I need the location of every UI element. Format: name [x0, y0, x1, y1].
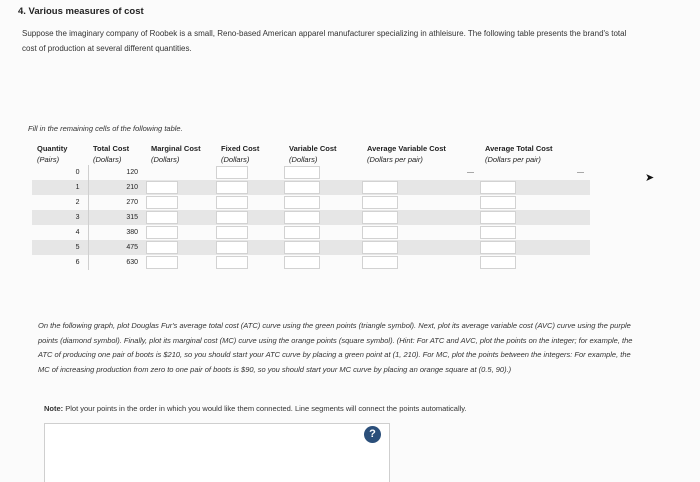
quantity-cell: 3 — [32, 210, 88, 225]
quantity-cell: 4 — [32, 225, 88, 240]
total-cost-cell: 475 — [88, 240, 146, 255]
header-total-cost: Total Cost (Dollars) — [93, 144, 130, 164]
mc-cell — [146, 165, 216, 180]
note-label: Note: — [44, 404, 64, 413]
avc-input[interactable] — [362, 196, 398, 209]
header-fixed-cost: Fixed Cost (Dollars) — [221, 144, 260, 164]
avc-input[interactable] — [362, 256, 398, 269]
atc-input[interactable] — [480, 196, 516, 209]
fixed-cost-input[interactable] — [216, 211, 248, 224]
quantity-cell: 6 — [32, 255, 88, 270]
marginal-cost-input[interactable] — [146, 211, 178, 224]
table-row — [32, 255, 590, 270]
marginal-cost-input[interactable] — [146, 256, 178, 269]
fill-instruction: Fill in the remaining cells of the following table. — [28, 124, 183, 133]
variable-cost-input[interactable] — [284, 241, 320, 254]
variable-cost-input[interactable] — [284, 211, 320, 224]
help-icon[interactable]: ? — [364, 426, 381, 443]
total-cost-cell: 630 — [126, 259, 138, 266]
avc-input[interactable] — [362, 241, 398, 254]
vc-cell[interactable] — [284, 165, 362, 180]
variable-cost-input[interactable] — [284, 226, 320, 239]
marginal-cost-input[interactable] — [146, 241, 178, 254]
variable-cost-input[interactable] — [284, 256, 320, 269]
marginal-cost-input[interactable] — [146, 196, 178, 209]
header-avc: Average Variable Cost (Dollars per pair) — [367, 144, 446, 164]
table-row — [32, 240, 590, 255]
total-cost-cell: 120 — [126, 169, 138, 176]
avc-input[interactable] — [362, 226, 398, 239]
fixed-cost-input[interactable] — [216, 166, 248, 179]
quantity-cell: 1 — [32, 180, 88, 195]
graph-area[interactable] — [44, 423, 390, 482]
fixed-cost-input[interactable] — [216, 226, 248, 239]
variable-cost-input[interactable] — [284, 181, 320, 194]
note — [44, 404, 467, 413]
avc-na: — — [467, 169, 474, 176]
quantity-cell: 0 — [32, 165, 88, 180]
question-title: 4. Various measures of cost — [18, 6, 144, 17]
total-cost-cell: 210 — [88, 180, 146, 195]
fixed-cost-input[interactable] — [216, 256, 248, 269]
graph-instructions: On the following graph, plot Douglas Fur's average total cost (ATC) curve using the green points (triangle symbol). Next, plot its average variable cost (AVC) curve using the purple points (diamond symbol). Finally, plot its marginal cost (MC) curve using the orange points (square symbol). (Hint: For ATC and AVC, plot the points on the integer; for example, the ATC of producing one pair of boots is $210, so you should start your ATC curve by placing a green point at (1, 210). For MC, plot the points between the integers: For example, the MC of increasing production from zero to one pair of boots is $90, so you should start your MC curve by placing an orange square at (0.5, 90).) — [38, 321, 633, 374]
atc-input[interactable] — [480, 211, 516, 224]
atc-input[interactable] — [480, 241, 516, 254]
total-cost-cell: 315 — [88, 210, 146, 225]
header-atc: Average Total Cost (Dollars per pair) — [485, 144, 553, 164]
fixed-cost-input[interactable] — [216, 241, 248, 254]
quantity-cell: 2 — [32, 195, 88, 210]
atc-input[interactable] — [480, 256, 516, 269]
fixed-cost-input[interactable] — [216, 181, 248, 194]
quantity-cell: 5 — [32, 240, 88, 255]
table-row — [32, 195, 590, 210]
marginal-cost-input[interactable] — [146, 181, 178, 194]
note-text: Plot your points in the order in which you would like them connected. Line segments will connect the points automatically. — [63, 404, 467, 413]
table-row — [32, 165, 590, 180]
header-quantity: Quantity (Pairs) — [37, 144, 68, 164]
atc-input[interactable] — [480, 226, 516, 239]
fc-cell[interactable] — [216, 165, 284, 180]
cursor-icon: ➤ — [645, 172, 655, 184]
table-row — [32, 180, 590, 195]
marginal-cost-input[interactable] — [146, 226, 178, 239]
intro-paragraph: Suppose the imaginary company of Roobek is a small, Reno-based American apparel manufacturer specializing in athleisure. The following table presents the brand's total cost of production at several different quantities. — [22, 29, 627, 53]
atc-input[interactable] — [480, 181, 516, 194]
header-variable-cost: Variable Cost (Dollars) — [289, 144, 337, 164]
variable-cost-input[interactable] — [284, 166, 320, 179]
total-cost-cell: 380 — [126, 229, 138, 236]
avc-input[interactable] — [362, 211, 398, 224]
fixed-cost-input[interactable] — [216, 196, 248, 209]
table-row — [32, 210, 590, 225]
table-row — [32, 225, 590, 240]
cost-table — [32, 143, 591, 270]
total-cost-cell: 270 — [126, 199, 138, 206]
avc-input[interactable] — [362, 181, 398, 194]
header-marginal-cost: Marginal Cost (Dollars) — [151, 144, 201, 164]
atc-na: — — [577, 169, 584, 176]
variable-cost-input[interactable] — [284, 196, 320, 209]
